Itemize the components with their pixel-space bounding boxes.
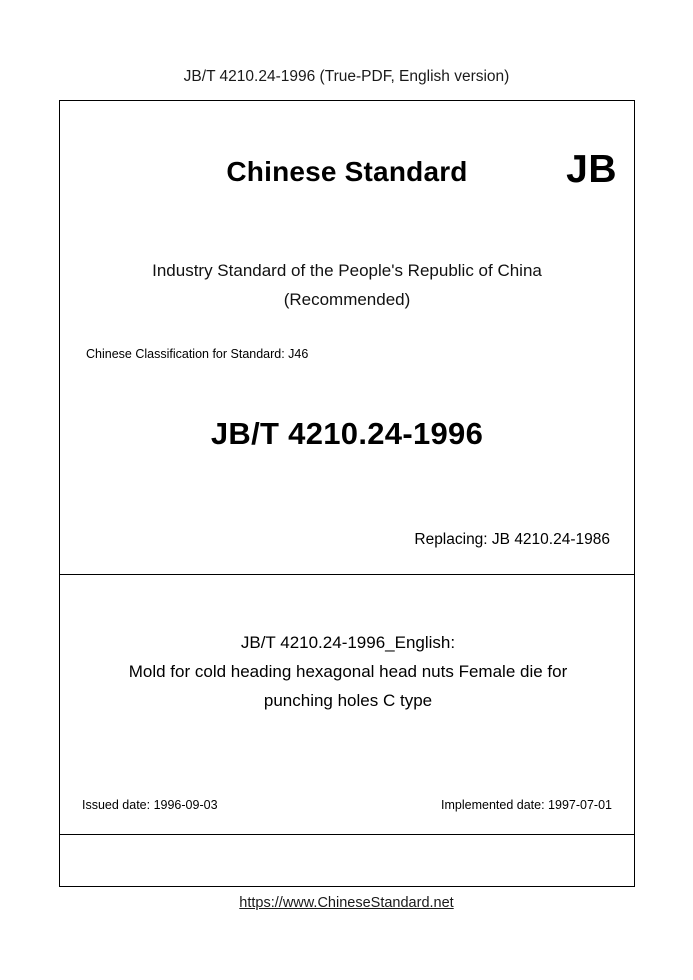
site-url-link[interactable]: https://www.ChineseStandard.net — [239, 895, 454, 911]
title-row — [60, 148, 634, 206]
cover-upper-section — [60, 101, 634, 575]
english-title-line-3: punching holes C type — [263, 691, 433, 710]
cover-lower-section — [60, 575, 634, 835]
cover-frame — [59, 100, 635, 887]
cover-bottom-bar — [60, 835, 634, 883]
subtitle-line-2: (Recommended) — [283, 290, 411, 309]
classification-code: Chinese Classification for Standard: J46 — [86, 347, 309, 361]
subtitle-block — [60, 256, 634, 314]
standard-number: JB/T 4210.24-1996 — [210, 416, 484, 451]
dates-row — [82, 798, 612, 816]
english-title-block — [74, 628, 622, 715]
english-title-line-2: Mold for cold heading hexagonal head nuts Female die for — [128, 662, 568, 681]
page-title: Chinese Standard — [226, 156, 468, 187]
jb-logo-mark: JB — [566, 148, 617, 191]
subtitle-line-1: Industry Standard of the People's Republic of China — [152, 261, 542, 280]
replacing-note: Replacing: JB 4210.24-1986 — [414, 531, 610, 548]
implemented-date: Implemented date: 1997-07-01 — [441, 798, 612, 812]
issued-date: Issued date: 1996-09-03 — [82, 798, 218, 812]
page-header-caption: JB/T 4210.24-1996 (True-PDF, English version) — [183, 68, 510, 85]
english-title-line-1: JB/T 4210.24-1996_English: — [240, 633, 456, 652]
